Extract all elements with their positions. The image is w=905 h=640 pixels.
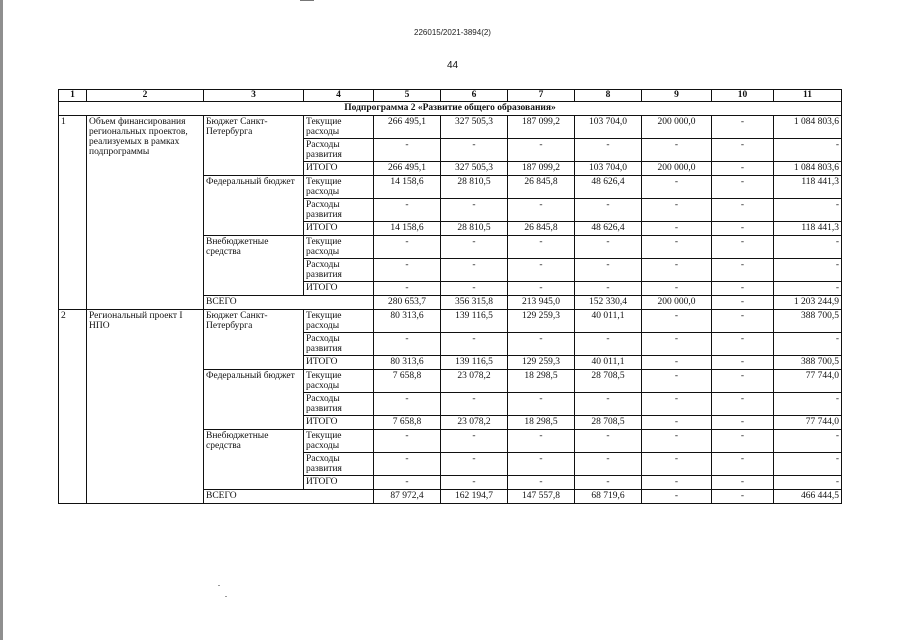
value-cell: - [374, 430, 441, 453]
value-cell: - [712, 199, 774, 222]
column-header-7: 7 [508, 90, 575, 102]
document-id: 226015/2021-3894(2) [414, 28, 491, 37]
value-cell: - [642, 476, 712, 490]
row-index: 2 [59, 310, 87, 504]
value-cell: - [642, 259, 712, 282]
value-cell: - [575, 453, 642, 476]
value-cell: 40 011,1 [575, 356, 642, 370]
value-cell: - [642, 490, 712, 504]
subprogram-title: Подпрограмма 2 «Развитие общего образования» [59, 102, 842, 116]
value-cell: - [441, 259, 508, 282]
value-cell: - [441, 199, 508, 222]
value-cell: - [642, 416, 712, 430]
financing-table [58, 89, 842, 504]
value-cell: - [712, 476, 774, 490]
expense-type: Текущие расходы [304, 370, 374, 393]
value-cell: - [642, 139, 712, 162]
project-name: Региональный проект I НПО [87, 310, 204, 504]
value-cell: 23 078,2 [441, 370, 508, 393]
value-cell: - [575, 236, 642, 259]
expense-type: ИТОГО [304, 356, 374, 370]
value-cell: - [575, 476, 642, 490]
value-cell: - [575, 259, 642, 282]
value-cell: 139 116,5 [441, 310, 508, 333]
value-cell: 200 000,0 [642, 296, 712, 310]
expense-type: Расходы развития [304, 453, 374, 476]
column-header-9: 9 [642, 90, 712, 102]
value-cell: - [508, 282, 575, 296]
funding-source: Бюджет Санкт-Петербурга [204, 116, 304, 176]
value-cell: 388 700,5 [774, 356, 842, 370]
value-cell: - [508, 453, 575, 476]
value-cell: - [374, 199, 441, 222]
value-cell: - [774, 333, 842, 356]
value-cell: - [642, 430, 712, 453]
value-cell: 129 259,3 [508, 310, 575, 333]
value-cell: - [575, 282, 642, 296]
value-cell: 200 000,0 [642, 162, 712, 176]
value-cell: - [374, 453, 441, 476]
value-cell: 388 700,5 [774, 310, 842, 333]
value-cell: - [508, 476, 575, 490]
value-cell: - [642, 393, 712, 416]
value-cell: 118 441,3 [774, 176, 842, 199]
value-cell: - [774, 476, 842, 490]
expense-type: Расходы развития [304, 139, 374, 162]
value-cell: 26 845,8 [508, 176, 575, 199]
value-cell: 103 704,0 [575, 162, 642, 176]
value-cell: 28 810,5 [441, 176, 508, 199]
value-cell: - [508, 199, 575, 222]
funding-source: Бюджет Санкт-Петербурга [204, 310, 304, 370]
value-cell: 187 099,2 [508, 162, 575, 176]
value-cell: 68 719,6 [575, 490, 642, 504]
expense-type: Текущие расходы [304, 116, 374, 139]
value-cell: 1 084 803,6 [774, 162, 842, 176]
value-cell: - [575, 199, 642, 222]
funding-source: Внебюджетные средства [204, 430, 304, 490]
value-cell: - [774, 259, 842, 282]
value-cell: - [642, 222, 712, 236]
value-cell: 356 315,8 [441, 296, 508, 310]
row-index: 1 [59, 116, 87, 310]
value-cell: 327 505,3 [441, 116, 508, 139]
value-cell: 327 505,3 [441, 162, 508, 176]
value-cell: 48 626,4 [575, 176, 642, 199]
value-cell: - [508, 259, 575, 282]
value-cell: - [712, 490, 774, 504]
value-cell: - [774, 236, 842, 259]
value-cell: - [642, 356, 712, 370]
value-cell: - [712, 393, 774, 416]
value-cell: - [508, 333, 575, 356]
value-cell: - [508, 139, 575, 162]
value-cell: 118 441,3 [774, 222, 842, 236]
value-cell: 280 653,7 [374, 296, 441, 310]
value-cell: - [575, 430, 642, 453]
value-cell: 1 084 803,6 [774, 116, 842, 139]
value-cell: 14 158,6 [374, 222, 441, 236]
value-cell: - [642, 282, 712, 296]
value-cell: - [774, 199, 842, 222]
column-header-10: 10 [712, 90, 774, 102]
value-cell: - [441, 476, 508, 490]
value-cell: - [712, 370, 774, 393]
expense-type: Текущие расходы [304, 430, 374, 453]
value-cell: - [712, 282, 774, 296]
page-number: 44 [446, 60, 459, 71]
value-cell: - [712, 310, 774, 333]
value-cell: - [508, 393, 575, 416]
value-cell: - [774, 282, 842, 296]
subprogram-row [59, 102, 842, 116]
value-cell: - [712, 333, 774, 356]
column-header-11: 11 [774, 90, 842, 102]
value-cell: 28 708,5 [575, 370, 642, 393]
grand-total-label: ВСЕГО [204, 296, 374, 310]
column-header-1: 1 [59, 90, 87, 102]
expense-type: Расходы развития [304, 259, 374, 282]
value-cell: - [712, 116, 774, 139]
expense-type: ИТОГО [304, 282, 374, 296]
grand-total-label: ВСЕГО [204, 490, 374, 504]
value-cell: - [774, 453, 842, 476]
scan-speck [218, 585, 220, 586]
value-cell: - [508, 430, 575, 453]
value-cell: - [374, 259, 441, 282]
value-cell: 147 557,8 [508, 490, 575, 504]
column-header-5: 5 [374, 90, 441, 102]
expense-type: ИТОГО [304, 476, 374, 490]
value-cell: - [642, 333, 712, 356]
funding-source: Федеральный бюджет [204, 370, 304, 430]
value-cell: - [374, 282, 441, 296]
value-cell: 266 495,1 [374, 116, 441, 139]
value-cell: - [575, 333, 642, 356]
value-cell: - [441, 139, 508, 162]
header-row [59, 90, 842, 102]
value-cell: - [712, 222, 774, 236]
value-cell: 200 000,0 [642, 116, 712, 139]
value-cell: - [774, 393, 842, 416]
value-cell: - [441, 393, 508, 416]
value-cell: 266 495,1 [374, 162, 441, 176]
expense-type: ИТОГО [304, 222, 374, 236]
value-cell: 28 708,5 [575, 416, 642, 430]
expense-type: Текущие расходы [304, 176, 374, 199]
value-cell: - [712, 139, 774, 162]
value-cell: 152 330,4 [575, 296, 642, 310]
value-cell: 80 313,6 [374, 310, 441, 333]
value-cell: 129 259,3 [508, 356, 575, 370]
scan-speck [225, 596, 227, 597]
value-cell: - [508, 236, 575, 259]
expense-type: ИТОГО [304, 416, 374, 430]
value-cell: - [441, 236, 508, 259]
value-cell: 87 972,4 [374, 490, 441, 504]
value-cell: 26 845,8 [508, 222, 575, 236]
value-cell: - [642, 199, 712, 222]
value-cell: 14 158,6 [374, 176, 441, 199]
expense-type: ИТОГО [304, 162, 374, 176]
value-cell: - [712, 259, 774, 282]
value-cell: - [642, 236, 712, 259]
value-cell: - [441, 453, 508, 476]
value-cell: 18 298,5 [508, 370, 575, 393]
expense-type: Расходы развития [304, 333, 374, 356]
value-cell: 187 099,2 [508, 116, 575, 139]
expense-type: Расходы развития [304, 393, 374, 416]
value-cell: - [712, 176, 774, 199]
value-cell: 7 658,8 [374, 416, 441, 430]
value-cell: - [774, 430, 842, 453]
table-row [59, 116, 842, 139]
value-cell: - [441, 333, 508, 356]
column-header-2: 2 [87, 90, 204, 102]
value-cell: - [712, 453, 774, 476]
value-cell: - [642, 176, 712, 199]
column-header-3: 3 [204, 90, 304, 102]
value-cell: 466 444,5 [774, 490, 842, 504]
expense-type: Расходы развития [304, 199, 374, 222]
value-cell: 18 298,5 [508, 416, 575, 430]
project-name: Объем финансирования региональных проектов, реализуемых в рамках подпрограммы [87, 116, 204, 310]
value-cell: - [374, 393, 441, 416]
value-cell: - [712, 236, 774, 259]
funding-source: Федеральный бюджет [204, 176, 304, 236]
value-cell: 103 704,0 [575, 116, 642, 139]
value-cell: - [774, 139, 842, 162]
value-cell: - [441, 430, 508, 453]
value-cell: 77 744,0 [774, 370, 842, 393]
value-cell: 28 810,5 [441, 222, 508, 236]
value-cell: - [712, 356, 774, 370]
value-cell: - [642, 310, 712, 333]
scan-mark [300, 0, 314, 1]
value-cell: - [712, 162, 774, 176]
value-cell: 1 203 244,9 [774, 296, 842, 310]
value-cell: 80 313,6 [374, 356, 441, 370]
column-header-8: 8 [575, 90, 642, 102]
value-cell: 7 658,8 [374, 370, 441, 393]
value-cell: - [575, 393, 642, 416]
value-cell: - [712, 296, 774, 310]
value-cell: - [374, 333, 441, 356]
funding-source: Внебюджетные средства [204, 236, 304, 296]
expense-type: Текущие расходы [304, 236, 374, 259]
value-cell: 48 626,4 [575, 222, 642, 236]
value-cell: 213 945,0 [508, 296, 575, 310]
value-cell: - [642, 370, 712, 393]
value-cell: - [712, 416, 774, 430]
value-cell: 139 116,5 [441, 356, 508, 370]
value-cell: - [374, 236, 441, 259]
value-cell: - [642, 453, 712, 476]
table-row [59, 310, 842, 333]
value-cell: - [374, 476, 441, 490]
value-cell: - [712, 430, 774, 453]
value-cell: 77 744,0 [774, 416, 842, 430]
scan-edge-mark [0, 0, 3, 640]
value-cell: 23 078,2 [441, 416, 508, 430]
column-header-4: 4 [304, 90, 374, 102]
value-cell: - [374, 139, 441, 162]
value-cell: 40 011,1 [575, 310, 642, 333]
column-header-6: 6 [441, 90, 508, 102]
value-cell: 162 194,7 [441, 490, 508, 504]
expense-type: Текущие расходы [304, 310, 374, 333]
value-cell: - [441, 282, 508, 296]
value-cell: - [575, 139, 642, 162]
